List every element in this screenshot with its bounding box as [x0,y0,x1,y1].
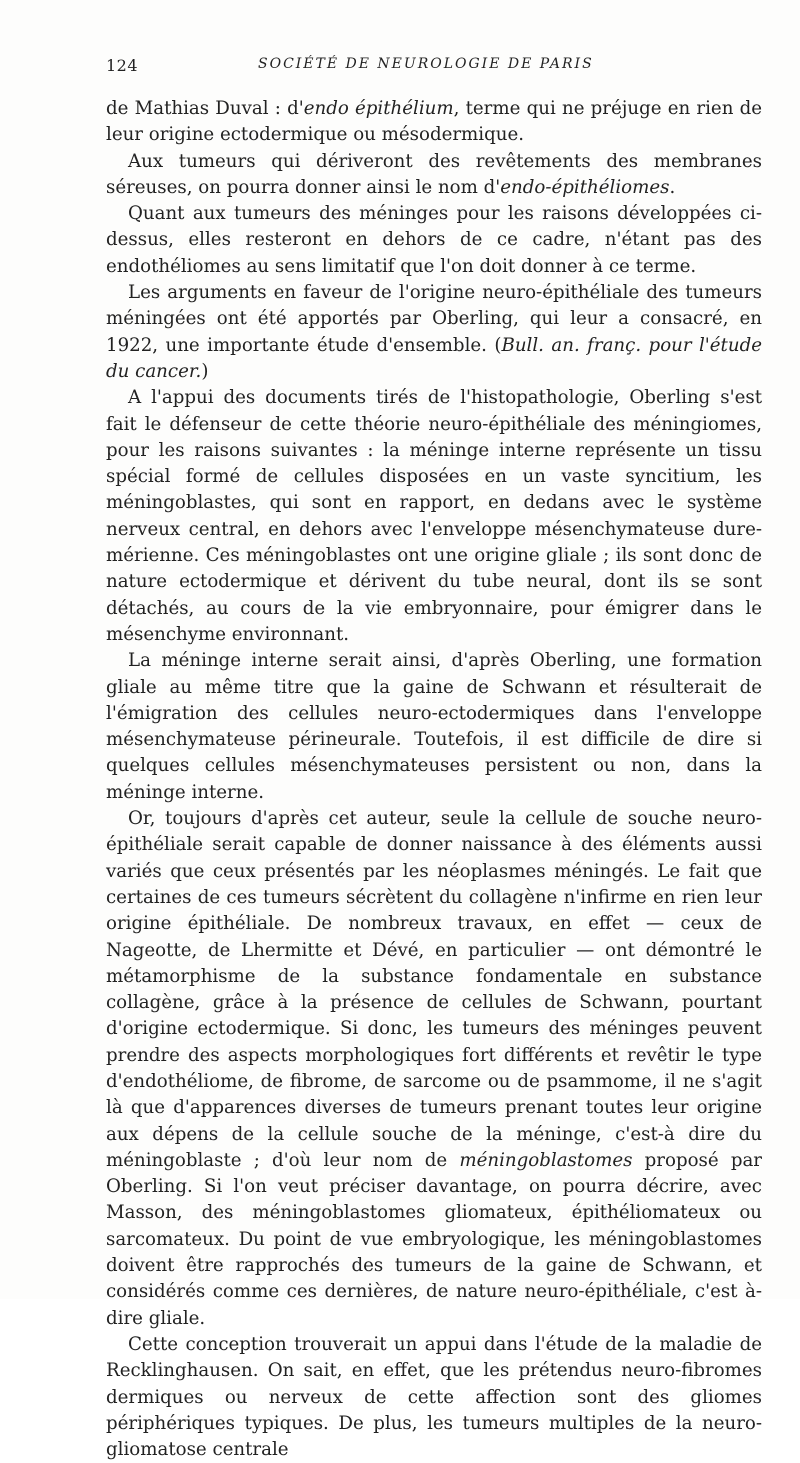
paragraph [106,1332,762,1463]
text-segment: de Mathias Duval : d' [106,98,304,119]
page-number: 124 [106,56,139,75]
text-segment: ) [201,360,209,382]
text-segment: Or, toujours d'après cet auteur, seule la cellule de souche neuro-épithéliale serait capable de donner naissance à des éléments aussi variés que ceux présentés par les néoplasmes méningés. Le fait que certaines de ces tumeurs sécrètent du collagène n'infirme en rien leur origine épithéliale. De nombreux travaux, en effet — ceux de Nageotte, de Lhermitte et Dévé, en particulier — ont démontré le métamorphisme de la substance fondamentale en substance collagène, grâce à la présence de cellules de Schwann, pourtant d'origine ectodermique. Si donc, les tumeurs des méninges peuvent prendre des aspects morphologiques fort différents et revêtir le type d'endothéliome, de fibrome, de sarcome ou de psammome, il ne s'agit là que d'apparences diverses de tumeurs prenant toutes leur origine aux dépens de la cellule souche de la méninge, c'est-à dire du méningoblaste ; d'où leur nom de [106,808,762,1171]
text-segment: . [669,176,676,198]
paragraph [106,280,762,385]
running-title: SOCIÉTÉ DE NEUROLOGIE DE PARIS [258,56,594,72]
text-segment: proposé par Oberling. Si l'on veut préciser davantage, on pourra décrire, avec Masson, des méningoblastomes gliomateux, épithéliomateux ou sarcomateux. Du point de vue embryologique, les méningoblastomes doivent être rapprochés des tumeurs de la gaine de Schwann, et considérés comme ces dernières, de nature neuro-épithéliale, c'est à-dire gliale. [106,1149,763,1329]
paragraph [106,806,762,1332]
text-segment: Cette conception trouverait un appui dans l'étude de la maladie de Recklinghausen. On sait, en effet, que les prétendus neuro-fibromes dermiques ou nerveux de cette affection sont des gliomes périphériques typiques. De plus, les tumeurs multiples de la neuro-gliomatose centrale [106,1333,762,1461]
text-segment: Quant aux tumeurs des méninges pour les raisons développées ci-dessus, elles resteront en dehors de ce cadre, n'étant pas des endothéliomes au sens limitatif que l'on doit donner à ce terme. [106,203,762,277]
text-segment: , terme qui ne préjuge en rien de leur origine ectodermique ou mésodermique. [106,98,763,146]
text-segment: La méninge interne serait ainsi, d'après Oberling, une formation gliale au même titre que la gaine de Schwann et résulterait de l'émigration des cellules neuro-ectodermiques dans l'enveloppe mésenchymateuse périneurale. Toutefois, il est difficile de dire si quelques cellules mésenchymateuses persistent ou non, dans la méninge interne. [106,650,762,803]
italic-term: méningoblastomes [459,1149,633,1171]
italic-citation: Bull. an. franç. pour l'étude du cancer. [106,334,762,382]
paragraph [106,385,762,648]
paragraph [106,201,762,280]
running-head [106,50,768,80]
italic-term: endo-épithéliomes [500,176,670,198]
paragraph [106,648,762,806]
text-segment: A l'appui des documents tirés de l'histopathologie, Oberling s'est fait le défenseur de cette théorie neuro-épithéliale des méningiomes, pour les raisons suivantes : la méninge interne représente un tissu spécial formé de cellules disposées en un vaste syncitium, les méningoblastes, qui sont en rapport, en dedans avec le système nerveux central, en dehors avec l'enveloppe mésenchymateuse dure-mérienne. Ces méningoblastes ont une origine gliale ; ils sont donc de nature ectodermique et dérivent du tube neural, dont ils se sont détachés, au cours de la vie embryonnaire, pour émigrer dans le mésenchyme environnant. [106,387,762,645]
paragraph [106,149,762,202]
text-segment: Aux tumeurs qui dériveront des revêtements des membranes séreuses, on pourra donner ainsi le nom d' [106,150,762,198]
body-text [106,96,762,1463]
text-segment: Les arguments en faveur de l'origine neuro-épithéliale des tumeurs méningées ont été apportés par Oberling, qui leur a consacré, en 1922, une importante étude d'ensemble. ( [106,282,762,356]
italic-term: endo épithélium [303,98,454,119]
paragraph [106,96,762,149]
